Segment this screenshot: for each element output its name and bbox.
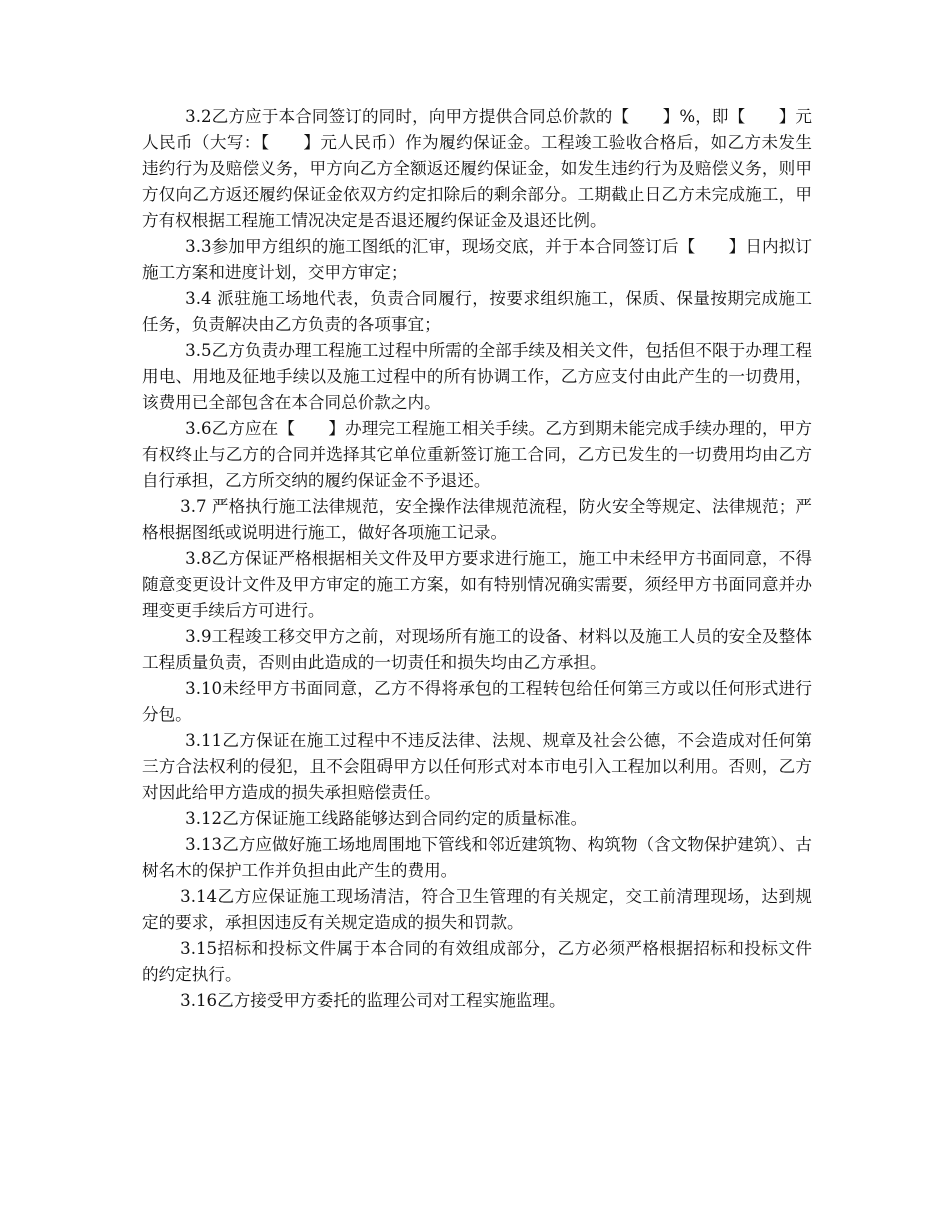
clause-3-13: 3.13乙方应做好施工场地周围地下管线和邻近建筑物、构筑物（含文物保护建筑）、古树名木的保护工作并负担由此产生的费用。 [142,835,812,880]
clause-3-16: 3.16乙方接受甲方委托的监理公司对工程实施监理。 [180,991,566,1010]
clause-3-11: 3.11乙方保证在施工过程中不违反法律、法规、规章及社会公德，不会造成对任何第三方合法权利的侵犯，且不会阻碍甲方以任何形式对本市电引入工程加以利用。否则，乙方对因此给甲方造成的损失承担赔偿责任。 [142,731,812,802]
clause-3-12: 3.12乙方保证施工线路能够达到合同约定的质量标准。 [185,809,588,828]
clause-3-4: 3.4 派驻施工场地代表，负责合同履行，按要求组织施工，保质、保量按期完成施工任务，负责解决由乙方负责的各项事宜； [142,289,812,334]
clause-3-9: 3.9工程竣工移交甲方之前，对现场所有施工的设备、材料以及施工人员的安全及整体工程质量负责，否则由此造成的一切责任和损失均由乙方承担。 [142,627,812,672]
clause-3-8: 3.8乙方保证严格根据相关文件及甲方要求进行施工，施工中未经甲方书面同意，不得随意变更设计文件及甲方审定的施工方案，如有特别情况确实需要，须经甲方书面同意并办理变更手续后方可进行。 [142,549,812,620]
clause-3-14: 3.14乙方应保证施工现场清洁，符合卫生管理的有关规定，交工前清理现场，达到规定的要求，承担因违反有关规定造成的损失和罚款。 [142,887,812,932]
document-body [142,104,812,1014]
clause-3-6: 3.6乙方应在【 】办理完工程施工相关手续。乙方到期未能完成手续办理的，甲方有权终止与乙方的合同并选择其它单位重新签订施工合同，乙方已发生的一切费用均由乙方自行承担，乙方所交纳的履约保证金不予退还。 [142,419,812,490]
clause-3-5: 3.5乙方负责办理工程施工过程中所需的全部手续及相关文件，包括但不限于办理工程用电、用地及征地手续以及施工过程中的所有协调工作，乙方应支付由此产生的一切费用，该费用已全部包含在本合同总价款之内。 [142,341,812,412]
clause-3-2: 3.2乙方应于本合同签订的同时，向甲方提供合同总价款的【 】%，即【 】元人民币（大写：【 】元人民币）作为履约保证金。工程竣工验收合格后，如乙方未发生违约行为及赔偿义务，甲方向乙方全额返还履约保证金，如发生违约行为及赔偿义务，则甲方仅向乙方返还履约保证金依双方约定扣除后的剩余部分。工期截止日乙方未完成施工，甲方有权根据工程施工情况决定是否退还履约保证金及退还比例。 [142,107,812,230]
clause-3-10: 3.10未经甲方书面同意，乙方不得将承包的工程转包给任何第三方或以任何形式进行分包。 [142,679,812,724]
clause-3-15: 3.15招标和投标文件属于本合同的有效组成部分，乙方必须严格根据招标和投标文件的约定执行。 [142,939,812,984]
clause-3-7: 3.7 严格执行施工法律规范，安全操作法律规范流程，防火安全等规定、法律规范；严格根据图纸或说明进行施工，做好各项施工记录。 [142,497,812,542]
clause-3-3: 3.3参加甲方组织的施工图纸的汇审，现场交底，并于本合同签订后【 】日内拟订施工方案和进度计划，交甲方审定； [142,237,812,282]
